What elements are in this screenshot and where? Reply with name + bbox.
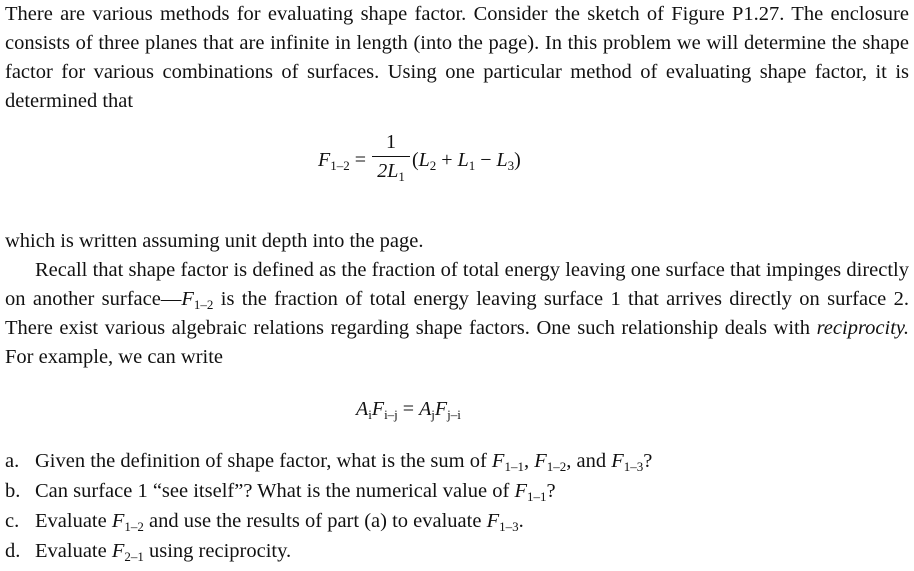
question-b: b. Can surface 1 “see itself”? What is the numerical value of $F_{1-1}$? [5, 480, 556, 504]
reciprocity-equation: $A_iF_{i-j} = A_jF_{j-i}$ [356, 398, 461, 422]
unit-depth-line: which is written assuming unit depth into the page. [5, 230, 424, 252]
question-d: d. Evaluate $F_{2-1}$ using reciprocity. [5, 540, 292, 564]
question-a: a. Given the definition of shape factor, what is the sum of $F_{1-1}$, $F_{1-2}$, and $F_{1-3}$? [5, 450, 653, 474]
equation-rhs: $(L_2 + L_1 - L_3)$ [412, 149, 521, 173]
equation-fraction [372, 130, 410, 183]
recall-paragraph: Recall that shape factor is defined as the fraction of total energy leaving one surface that impinges directly on another $surface—F_{1-2}$ is the fraction of total energy leaving surface 1 that arrives directly on surface 2. There exist various algebraic relations regarding shape factors. One such relationship deals with reciprocity. For example, we can write [5, 259, 909, 368]
fraction-denominator: $2L_1$ [377, 160, 405, 184]
fraction-bar [372, 156, 410, 157]
question-c: c. Evaluate $F_{1-2}$ and use the results of part (a) to evaluate $F_{1-3}$. [5, 510, 524, 534]
intro-paragraph: There are various methods for evaluating shape factor. Consider the sketch of Figure P1.27. The enclosure consists of three planes that are infinite in length (into the page). In this problem we will determine the shape factor for various combinations of surfaces. Using one particular method of evaluating shape factor, it is determined that [5, 3, 909, 112]
equation-lhs: $F_{1-2}$ = [318, 149, 366, 173]
question-list [5, 446, 652, 566]
fraction-numerator: 1 [386, 131, 396, 153]
